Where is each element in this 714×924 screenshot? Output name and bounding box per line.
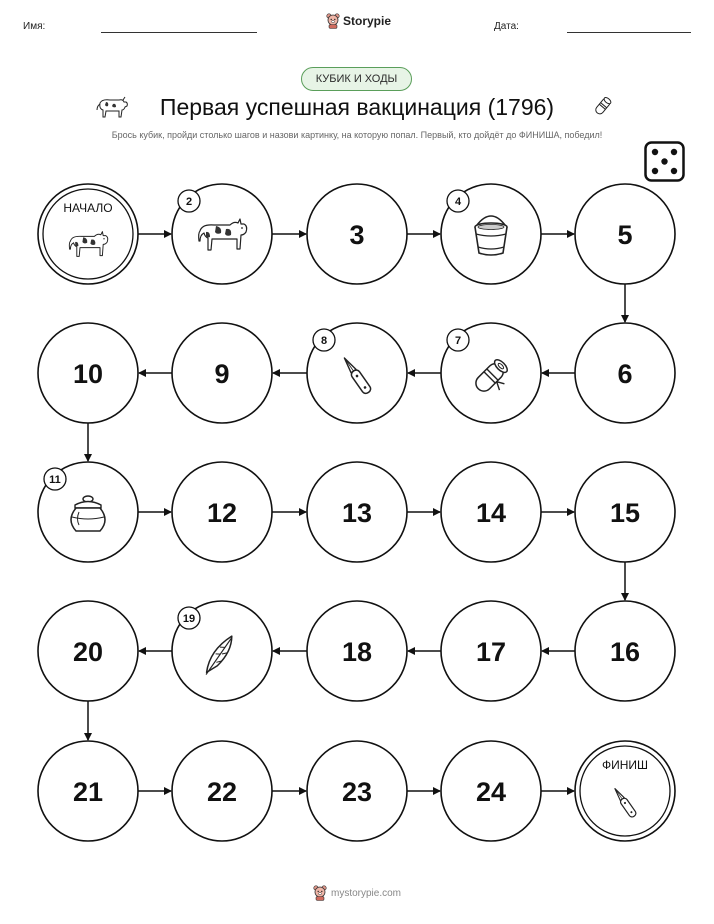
step-number: 8 — [320, 335, 328, 347]
cell-number: 20 — [72, 637, 104, 667]
cell-number: 15 — [609, 498, 641, 528]
board-cell-8 — [307, 323, 407, 423]
board-cell-13 — [307, 462, 407, 562]
step-number: 19 — [182, 613, 196, 625]
footer-url: mystorypie.com — [330, 887, 401, 899]
board-cell-24 — [441, 741, 541, 841]
board-cell-16 — [575, 601, 675, 701]
board-cell-20 — [38, 601, 138, 701]
step-number: 2 — [185, 196, 193, 208]
cell-number: 9 — [214, 359, 230, 389]
game-type-badge: КУБИК И ХОДЫ — [301, 67, 412, 91]
cell-circle — [575, 741, 675, 841]
cell-number: 12 — [206, 498, 238, 528]
cell-number: 22 — [206, 777, 238, 807]
cell-number: 13 — [341, 498, 373, 528]
cell-number: 5 — [617, 220, 633, 250]
board-cell-2 — [172, 184, 272, 284]
board-cell-18 — [307, 601, 407, 701]
cell-number: 23 — [341, 777, 373, 807]
board-cell-23 — [307, 741, 407, 841]
board-cell-22 — [172, 741, 272, 841]
board-cell-17 — [441, 601, 541, 701]
cell-number: 18 — [341, 637, 373, 667]
cell-circle — [38, 184, 138, 284]
cell-number: 24 — [475, 777, 507, 807]
board-cell-15 — [575, 462, 675, 562]
step-number: 7 — [454, 335, 462, 347]
cell-number: 3 — [349, 220, 365, 250]
board-cell-25 — [575, 741, 675, 841]
board-cell-7 — [441, 323, 541, 423]
brand-name: Storypie — [343, 14, 392, 28]
board-cell-21 — [38, 741, 138, 841]
cell-number: 10 — [72, 359, 104, 389]
board-cell-3 — [307, 184, 407, 284]
board-cell-5 — [575, 184, 675, 284]
cell-number: 14 — [475, 498, 507, 528]
finish-label: ФИНИШ — [601, 758, 649, 772]
board-cell-1 — [38, 184, 138, 284]
board-cell-9 — [172, 323, 272, 423]
board-cell-4 — [441, 184, 541, 284]
date-label: Дата: — [494, 21, 519, 32]
step-number: 11 — [49, 474, 61, 486]
board-cell-11 — [38, 462, 138, 562]
name-label: Имя: — [23, 21, 46, 32]
start-label: НАЧАЛО — [63, 201, 113, 215]
board-cell-12 — [172, 462, 272, 562]
cell-number: 6 — [617, 359, 633, 389]
board-cell-6 — [575, 323, 675, 423]
cell-number: 16 — [609, 637, 641, 667]
bear-mascot-icon — [313, 885, 327, 901]
board-cell-10 — [38, 323, 138, 423]
cell-number: 17 — [475, 637, 507, 667]
board-cell-19 — [172, 601, 272, 701]
page-title: Первая успешная вакцинация (1796) — [159, 94, 555, 120]
cell-number: 21 — [72, 777, 104, 807]
board-cell-14 — [441, 462, 541, 562]
footer-brand — [0, 885, 714, 901]
step-number: 4 — [454, 196, 462, 208]
instructions: Брось кубик, пройди столько шагов и назови картинку, на которую попал. Первый, кто дойдёт до ФИНИША, победил! — [111, 130, 603, 140]
